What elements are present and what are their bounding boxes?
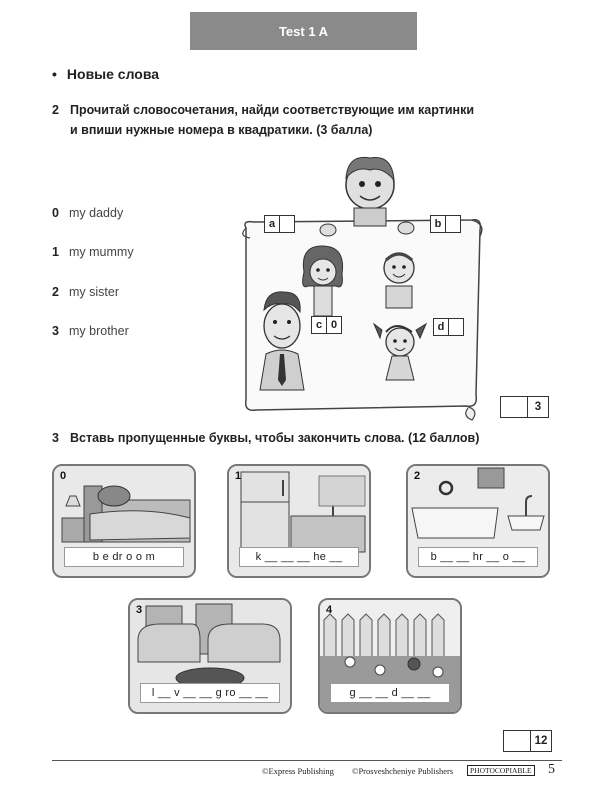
bullet: • [52, 66, 57, 82]
item-text: my brother [69, 324, 129, 338]
item-number: 2 [52, 285, 59, 299]
score-max: 12 [531, 730, 552, 752]
answer-box[interactable] [446, 215, 461, 233]
label-letter: b [430, 215, 446, 233]
footer-publisher-2: ©Prosveshcheniye Publishers [352, 766, 454, 776]
task2-instructions [52, 100, 474, 140]
task2-line1: Прочитай словосочетания, найди соответствующие им картинки [70, 103, 475, 117]
picture-kitchen [227, 464, 371, 578]
item-text: my mummy [69, 245, 134, 259]
word-blank[interactable]: g __ __ d __ __ [330, 683, 450, 703]
answer-box[interactable]: 0 [327, 316, 342, 334]
item-number: 3 [52, 324, 59, 338]
item-text: my daddy [69, 206, 124, 220]
label-letter: a [264, 215, 280, 233]
photocopiable-label: PHOTOCOPIABLE [467, 765, 535, 776]
task3-score-box [503, 730, 552, 752]
word-item [52, 206, 123, 220]
picture-number: 0 [60, 470, 67, 482]
label-box-b [430, 215, 461, 233]
picture-garden [318, 598, 462, 714]
footer-divider [52, 760, 562, 761]
picture-living-room [128, 598, 292, 714]
page-number: 5 [548, 762, 555, 777]
section-heading [52, 66, 159, 82]
task3-number: 3 [52, 431, 59, 445]
test-title-banner [190, 12, 417, 50]
footer-publisher-1: ©Express Publishing [262, 766, 334, 776]
word-item [52, 285, 119, 299]
label-letter: c [311, 316, 327, 334]
score-input[interactable] [503, 730, 531, 752]
item-number: 0 [52, 206, 59, 220]
picture-bathroom [406, 464, 550, 578]
label-box-d [433, 318, 464, 336]
item-text: my sister [69, 285, 119, 299]
answer-box[interactable] [449, 318, 464, 336]
section-title: Новые слова [66, 66, 160, 82]
family-scroll-illustration [236, 140, 488, 422]
word-blank[interactable]: b e dr o o m [64, 547, 184, 567]
score-max: 3 [528, 396, 549, 418]
task3-title: Вставь пропущенные буквы, чтобы закончить слова. (12 баллов) [70, 431, 480, 445]
picture-number: 1 [235, 470, 242, 482]
word-blank[interactable]: b __ __ hr __ o __ [418, 547, 538, 567]
answer-box[interactable] [280, 215, 295, 233]
word-item [52, 245, 134, 259]
score-input[interactable] [500, 396, 528, 418]
label-letter: d [433, 318, 449, 336]
task2-score-box [500, 396, 549, 418]
picture-bedroom [52, 464, 196, 578]
picture-number: 4 [326, 604, 333, 616]
picture-number: 2 [414, 470, 421, 482]
task2-number: 2 [52, 103, 59, 117]
word-blank[interactable]: l __ v __ __ g ro __ __ [140, 683, 280, 703]
word-item [52, 324, 129, 338]
picture-number: 3 [136, 604, 143, 616]
task3-instructions [52, 428, 479, 448]
label-box-a [264, 215, 295, 233]
task2-line2: и впиши нужные номера в квадратики. (3 балла) [70, 123, 373, 137]
label-box-c [311, 316, 342, 334]
word-blank[interactable]: k __ __ __ he __ [239, 547, 359, 567]
test-title: Test 1 A [278, 23, 329, 39]
item-number: 1 [52, 245, 59, 259]
